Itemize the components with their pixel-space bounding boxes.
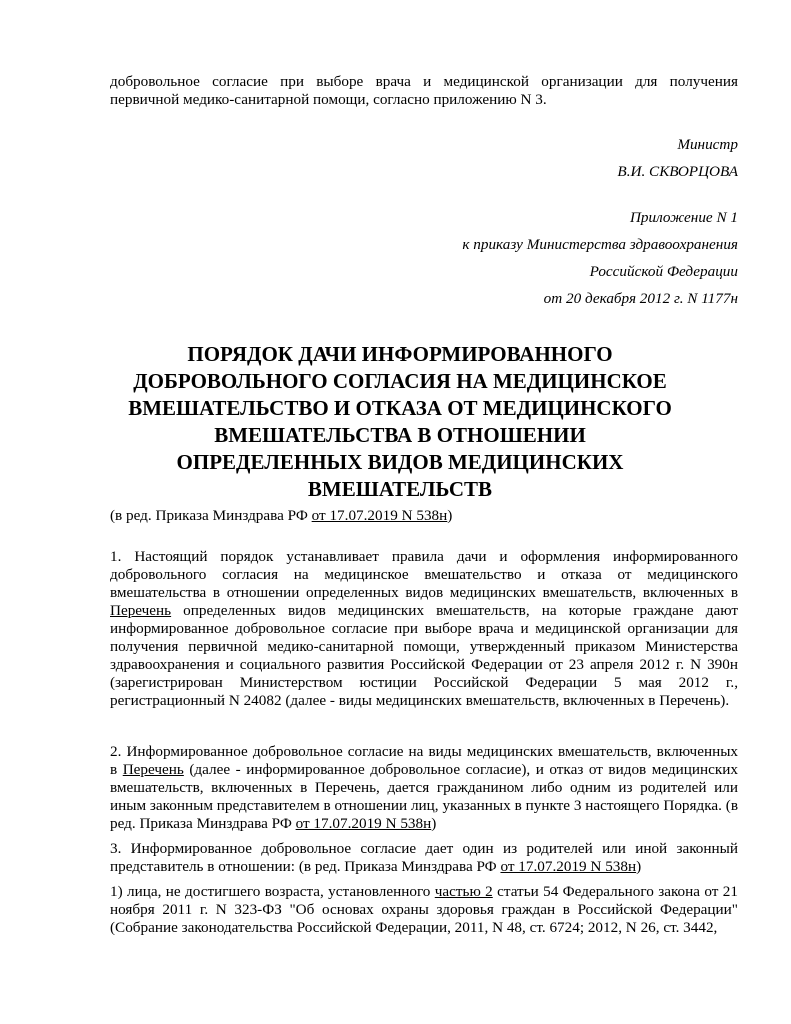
p4-text-a: 1) лица, не достигшего возраста, установленного [110, 883, 435, 900]
p2-text-c: ) [431, 815, 437, 832]
revision-link[interactable]: от 17.07.2019 N 538н [311, 507, 448, 524]
revision-prefix: (в ред. Приказа Минздрава РФ [110, 507, 312, 524]
heading-line-5: ОПРЕДЕЛЕННЫХ ВИДОВ МЕДИЦИНСКИХ [176, 450, 624, 474]
p3-text-b: ) [636, 858, 642, 875]
paragraph-2 [110, 743, 738, 833]
document-heading [100, 341, 700, 503]
intro-line-2: первичной медико-санитарной помощи, согласно приложению N 3. [110, 91, 547, 108]
heading-line-2: ДОБРОВОЛЬНОГО СОГЛАСИЯ НА МЕДИЦИНСКОЕ [133, 369, 667, 393]
paragraph-1 [110, 548, 738, 710]
revision-note [110, 507, 738, 525]
heading-line-1: ПОРЯДОК ДАЧИ ИНФОРМИРОВАННОГО [187, 342, 613, 366]
appendix-country: Российской Федерации [589, 263, 738, 280]
p2-text-b: (далее - информированное добровольное согласие), и отказ от видов медицинских вмешательств, включенных в Перечень, дается гражданином либо одним из родителей или иным законным представителем в отношении лиц, указанных в пункте 3 настоящего Порядка. (в ред. Приказа Минздрава РФ [110, 761, 738, 832]
p2-list-link[interactable]: Перечень [122, 761, 184, 778]
p1-text-b: определенных видов медицинских вмешательств, на которые граждане дают информированное добровольное согласие при выборе врача и медицинской организации для получения первичной медико-санитарной помощи, утвержденный приказом Министерства здравоохранения и социального развития Российской Федерации от 23 апреля 2012 г. N 390н (зарегистрирован Министерством юстиции Российской Федерации 5 мая 2012 г., регистрационный N 24082 (далее - виды медицинских вмешательств, включенных в Перечень). [110, 602, 738, 709]
p1-text-a: 1. Настоящий порядок устанавливает правила дачи и оформления информированного добровольного согласия на медицинское вмешательство и отказа от медицинского вмешательства в отношении определенных видов медицинских вмешательств, включенных в [110, 548, 738, 601]
p2-revision-link[interactable]: от 17.07.2019 N 538н [295, 815, 432, 832]
appendix-date: от 20 декабря 2012 г. N 1177н [543, 290, 738, 307]
intro-paragraph [110, 73, 738, 109]
appendix-label: Приложение N 1 [629, 209, 738, 226]
p1-list-link[interactable]: Перечень [110, 602, 172, 619]
heading-line-3: ВМЕШАТЕЛЬСТВО И ОТКАЗА ОТ МЕДИЦИНСКОГО [128, 396, 672, 420]
p4-part-link[interactable]: частью 2 [434, 883, 493, 900]
revision-suffix: ) [447, 507, 453, 524]
p3-text-a: 3. Информированное добровольное согласие дает один из родителей или иной законный представитель в отношении: (в ред. Приказа Минздрава РФ [110, 840, 738, 875]
signature-title: Министр [677, 136, 738, 153]
appendix-block [110, 204, 738, 312]
heading-line-4: ВМЕШАТЕЛЬСТВА В ОТНОШЕНИИ [214, 423, 586, 447]
signature-name: В.И. СКВОРЦОВА [617, 163, 738, 180]
p3-revision-link[interactable]: от 17.07.2019 N 538н [500, 858, 637, 875]
appendix-order: к приказу Министерства здравоохранения [462, 236, 738, 253]
signature-block [110, 131, 738, 185]
intro-line-1: добровольное согласие при выборе врача и медицинской организации для получения [110, 73, 738, 90]
paragraph-3 [110, 840, 738, 876]
heading-line-6: ВМЕШАТЕЛЬСТВ [307, 477, 493, 501]
p2-text-a: 2. Информированное добровольное согласие на виды медицинских вмешательств, включенных в [110, 743, 738, 778]
paragraph-4 [110, 883, 738, 937]
p4-text-b: статьи 54 Федерального закона от 21 ноября 2011 г. N 323-ФЗ "Об основах охраны здоровья граждан в Российской Федерации" (Собрание законодательства Российской Федерации, 2011, N 48, ст. 6724; 2012, N 26, ст. 3442, [110, 883, 738, 936]
